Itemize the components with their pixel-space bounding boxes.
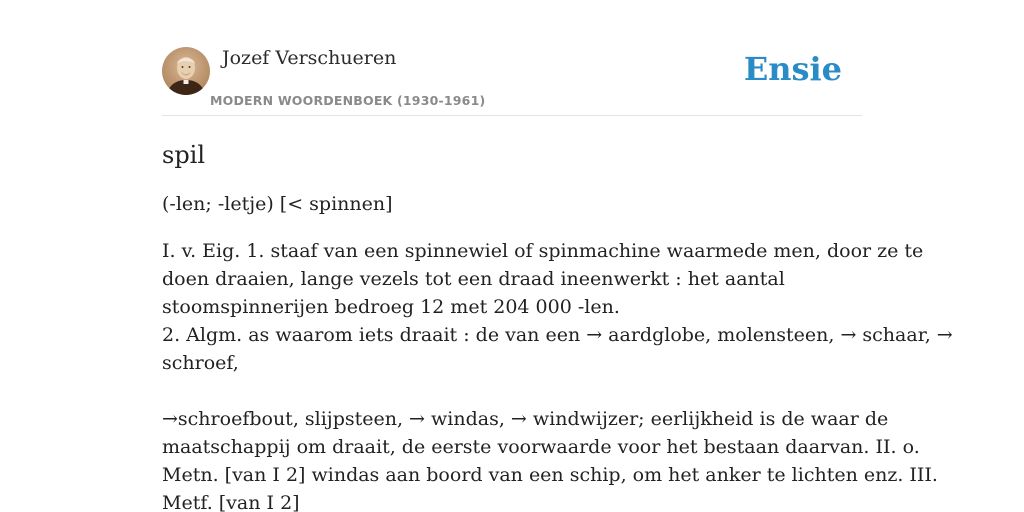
definition-text <box>162 237 953 512</box>
definition-line: 2. Algm. as waarom iets draait : de van een → aardglobe, molensteen, → schaar, → <box>162 324 953 346</box>
entry-header <box>162 46 862 116</box>
headword: spil <box>162 141 206 169</box>
brand-logo[interactable]: Ensie <box>743 50 842 88</box>
definition-line: schroef, <box>162 352 239 374</box>
author-avatar[interactable] <box>162 47 210 95</box>
entry-page <box>162 0 953 512</box>
definition-line: stoomspinnerijen bedroeg 12 met 204 000 -len. <box>162 296 620 318</box>
definition-line: I. v. Eig. 1. staaf van een spinnewiel of spinmachine waarmede men, door ze te <box>162 240 924 262</box>
definition-line: Metn. [van I 2] windas aan boord van een schip, om het anker te lichten enz. III. <box>162 464 938 486</box>
definition-line: Metf. [van I 2] <box>162 492 300 512</box>
definition-line: maatschappij om draait, de eerste voorwaarde voor het bestaan daarvan. II. o. <box>162 436 920 458</box>
definition-line: doen draaien, lange vezels tot een draad ineenwerkt : het aantal <box>162 268 785 290</box>
etymology: (-len; -letje) [< spinnen] <box>162 193 393 215</box>
author-name[interactable]: Jozef Verschueren <box>222 47 397 69</box>
definition-line: →schroefbout, slijpsteen, → windas, → windwijzer; eerlijkheid is de waar de <box>162 408 889 430</box>
source-label: MODERN WOORDENBOEK (1930-1961) <box>210 93 486 108</box>
definition-line <box>162 377 862 405</box>
